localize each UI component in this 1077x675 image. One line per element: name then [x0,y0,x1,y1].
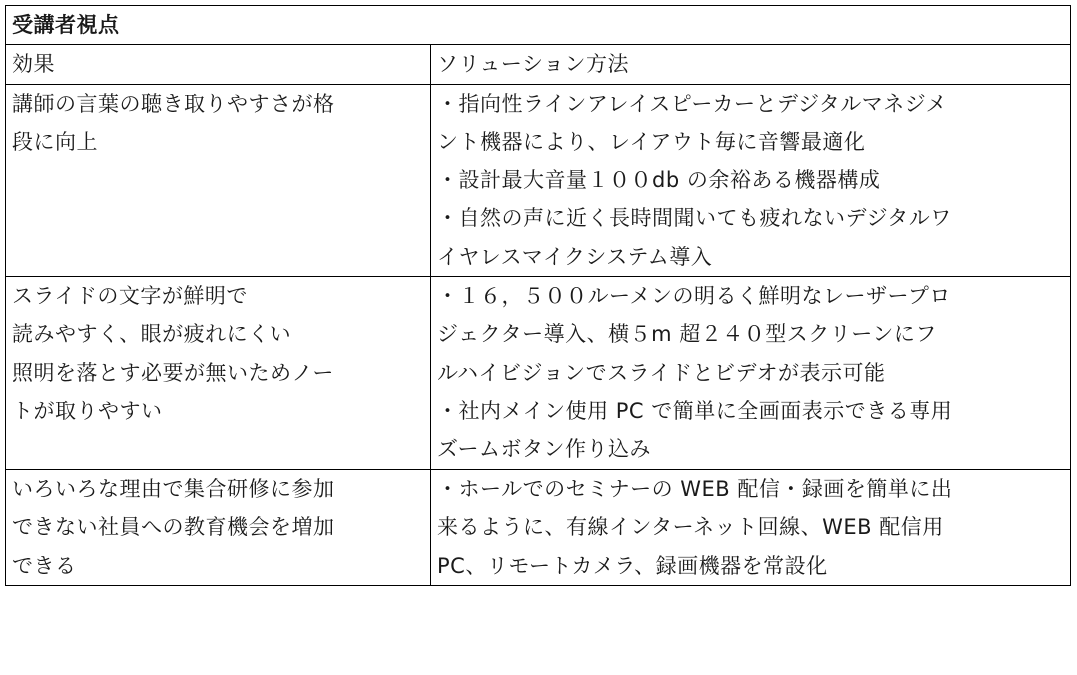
effect-header: 効果 [6,45,431,84]
solution-line: ジェクター導入、横５m 超２４０型スクリーンにフ [437,322,937,347]
viewpoint-table [5,5,1071,586]
solution-line: イヤレスマイクシステム導入 [437,244,713,269]
solution-cell [431,84,1071,276]
solution-cell [431,470,1071,586]
header-row [6,45,1071,84]
table-row [6,470,1071,586]
table-row [6,277,1071,470]
solution-line: ズームボタン作り込み [437,437,651,462]
solution-line: ント機器により、レイアウト毎に音響最適化 [437,129,866,154]
solution-line: PC、リモートカメラ、録画機器を常設化 [437,553,828,578]
solution-line: 来るように、有線インターネット回線、WEB 配信用 [437,515,944,540]
effect-line: できない社員への教育機会を増加 [12,515,335,540]
title-row [6,6,1071,45]
effect-line: 講師の言葉の聴き取りやすさが格 [12,91,335,116]
effect-cell [6,84,431,276]
effect-line: できる [12,553,77,578]
effect-line: 段に向上 [12,129,98,154]
effect-line: スライドの文字が鮮明で [12,284,248,309]
solution-line: ・ホールでのセミナーの WEB 配信・録画を簡単に出 [437,477,953,502]
effect-line: トが取りやすい [12,398,163,423]
solution-line: ・設計最大音量１００db の余裕ある機器構成 [437,168,881,193]
effect-cell [6,470,431,586]
effect-line: いろいろな理由で集合研修に参加 [12,477,335,502]
solution-line: ・自然の声に近く長時間聞いても疲れないデジタルワ [437,206,952,231]
table-title: 受講者視点 [6,6,1071,45]
solution-line: ・社内メイン使用 PC で簡単に全画面表示できる専用 [437,398,953,423]
solution-line: ・１６，５００ルーメンの明るく鮮明なレーザープロ [437,284,951,309]
effect-line: 照明を落とす必要が無いためノー [12,360,334,385]
solution-line: ルハイビジョンでスライドとビデオが表示可能 [437,360,886,385]
solution-header: ソリューション方法 [431,45,1071,84]
solution-cell [431,277,1071,470]
solution-line: ・指向性ラインアレイスピーカーとデジタルマネジメ [437,91,948,116]
effect-cell [6,277,431,470]
table-row [6,84,1071,276]
effect-line: 読みやすく、眼が疲れにくい [12,322,292,347]
